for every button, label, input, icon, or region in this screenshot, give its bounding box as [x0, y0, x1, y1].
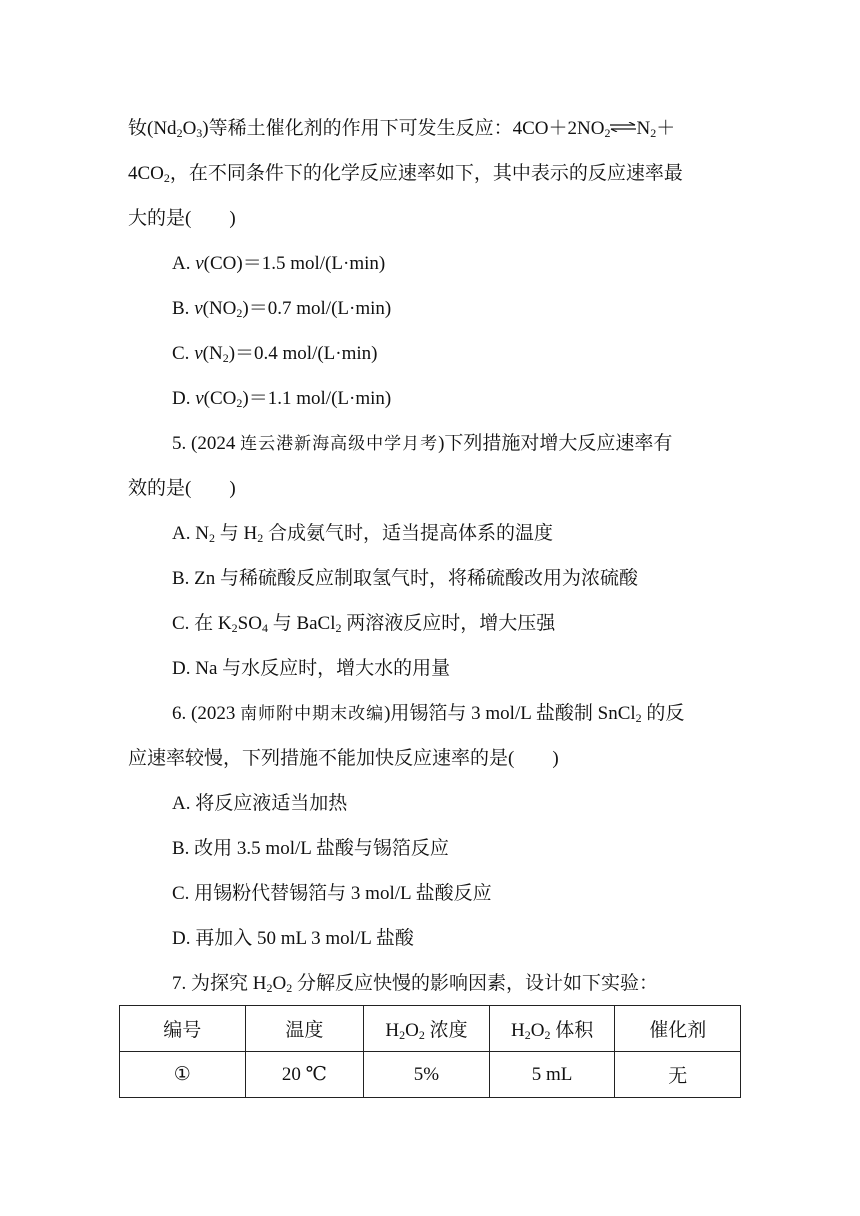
question-text: )下列措施对增大反应速率有: [438, 433, 673, 454]
experiment-table: [119, 1005, 741, 1098]
q5-stem-line-1: [172, 432, 672, 456]
q6-option-d: D. 再加入 50 mL 3 mol/L 盐酸: [172, 928, 414, 949]
q4-stem-line-2: [128, 162, 683, 186]
subscript: 2: [222, 351, 229, 365]
option-text: (CO)＝1.5 mol/(L·min): [203, 253, 386, 274]
option-text: (CO: [203, 388, 237, 409]
subscript: 4: [261, 621, 268, 635]
text: 合成氨气时，适当提高体系的温度: [263, 523, 553, 544]
option-text: )＝0.4 mol/(L·min): [228, 343, 378, 364]
rate-symbol: v: [195, 388, 204, 409]
option-letter: A.: [172, 253, 196, 274]
text: 与 BaCl: [267, 613, 336, 634]
header-cell-catalyst: 催化剂: [615, 1006, 741, 1052]
text: O: [182, 118, 197, 139]
text: C. 在 K: [172, 613, 232, 634]
q4-option-a: [172, 252, 385, 276]
subscript: 2: [236, 306, 243, 320]
subscript: 2: [635, 711, 642, 725]
q7-stem: [172, 972, 658, 996]
text: 分解反应快慢的影响因素，设计如下实验：: [292, 973, 658, 994]
subscript: 2: [257, 531, 264, 545]
rate-symbol: v: [194, 343, 203, 364]
q4-stem-line-1: [128, 117, 675, 141]
q6-option-b: B. 改用 3.5 mol/L 盐酸与锡箔反应: [172, 838, 449, 859]
subscript: 2: [176, 126, 183, 140]
table-cell: 5%: [364, 1052, 490, 1098]
q4-option-c: [172, 342, 378, 366]
header-cell-volume: $H_2O_2$ 体积: [489, 1006, 615, 1052]
option-text: (NO: [202, 298, 237, 319]
subscript: 2: [163, 171, 170, 185]
option-text: )＝1.1 mol/(L·min): [242, 388, 392, 409]
q6-option-a: A. 将反应液适当加热: [172, 793, 348, 814]
option-letter: B.: [172, 298, 195, 319]
q6-stem-line-2: 应速率较慢，下列措施不能加快反应速率的是( ): [128, 748, 559, 769]
option-text: )＝0.7 mol/(L·min): [242, 298, 392, 319]
text: 7. 为探究 H: [172, 973, 267, 994]
q5-option-d: D. Na 与水反应时，增大水的用量: [172, 658, 451, 679]
option-letter: C.: [172, 343, 195, 364]
text: ，在不同条件下的化学反应速率如下，其中表示的反应速率最: [169, 163, 683, 184]
equilibrium-arrow-icon: [610, 122, 636, 132]
subscript: 2: [231, 621, 238, 635]
question-text: 的反: [641, 703, 685, 724]
text: N: [636, 118, 651, 139]
subscript: 2: [650, 126, 657, 140]
subscript: 2: [335, 621, 342, 635]
question-text: )用锡箔与 3 mol/L 盐酸制 SnCl: [384, 703, 636, 724]
q5-option-b: B. Zn 与稀硫酸反应制取氢气时，将稀硫酸改用为浓硫酸: [172, 568, 639, 589]
subscript: 2: [236, 396, 243, 410]
text: ＋: [656, 118, 676, 139]
header-cell-number: 编号: [120, 1006, 246, 1052]
question-source: 连云港新海高级中学月考: [240, 434, 439, 454]
text: SO: [237, 613, 262, 634]
subscript: 3: [196, 126, 203, 140]
subscript: 2: [208, 531, 215, 545]
rate-symbol: v: [194, 298, 203, 319]
q6-option-c: C. 用锡粉代替锡箔与 3 mol/L 盐酸反应: [172, 883, 492, 904]
table-cell: ①: [120, 1052, 246, 1098]
text: A. N: [172, 523, 209, 544]
text: )等稀土催化剂的作用下可发生反应：4CO＋2NO: [202, 118, 605, 139]
option-text: (N: [202, 343, 223, 364]
text: 与 H: [214, 523, 258, 544]
question-number: 6. (2023: [172, 703, 241, 724]
table-header-row: [120, 1006, 741, 1052]
subscript: 2: [266, 981, 273, 995]
q6-stem-line-1: [172, 702, 684, 726]
text: O: [272, 973, 287, 994]
header-cell-temperature: 温度: [245, 1006, 364, 1052]
q5-option-a: [172, 522, 553, 546]
table-cell: 20 ℃: [245, 1052, 364, 1098]
header-cell-concentration: $H_2O_2$ 浓度: [364, 1006, 490, 1052]
text: 4CO: [128, 163, 164, 184]
option-letter: D.: [172, 388, 196, 409]
text: 钕(Nd: [128, 118, 177, 139]
q5-option-c: [172, 612, 555, 636]
table-cell: 无: [615, 1052, 741, 1098]
subscript: 2: [604, 126, 611, 140]
text: 两溶液反应时，增大压强: [341, 613, 556, 634]
q4-option-d: [172, 387, 391, 411]
question-source: 南师附中期末改编: [240, 704, 385, 724]
q5-stem-line-2: 效的是( ): [128, 478, 236, 499]
subscript: 2: [286, 981, 293, 995]
q4-option-b: [172, 297, 391, 321]
table-row: [120, 1052, 741, 1098]
table-cell: 5 mL: [489, 1052, 615, 1098]
q4-stem-line-3: 大的是( ): [128, 208, 236, 229]
question-number: 5. (2024: [172, 433, 241, 454]
rate-symbol: v: [195, 253, 204, 274]
